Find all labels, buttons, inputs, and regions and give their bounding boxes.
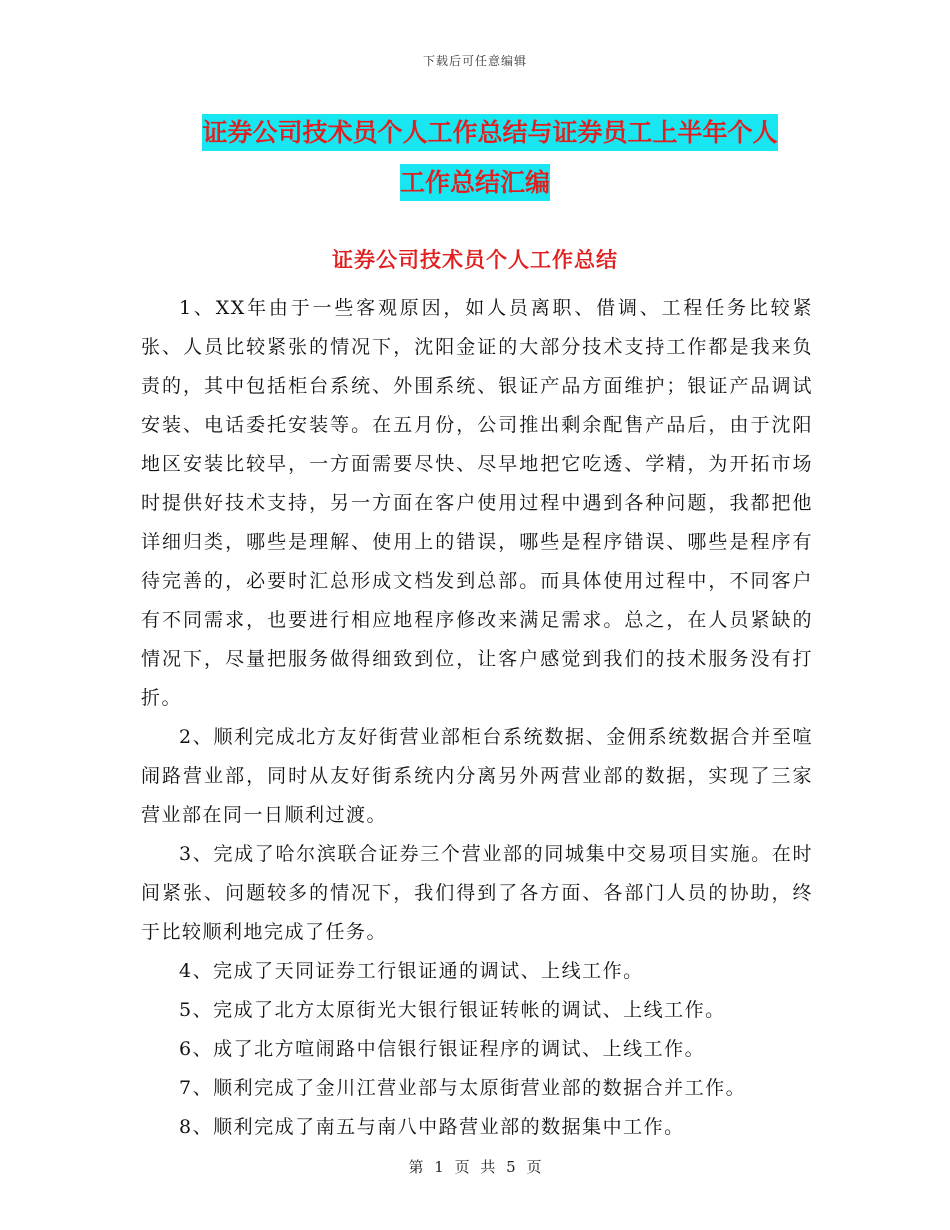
paragraph-3: 3、完成了哈尔滨联合证券三个营业部的同城集中交易项目实施。在时间紧张、问题较多的情况下，我们得到了各方面、各部门人员的协助，终于比较顺利地完成了任务。	[141, 843, 813, 943]
paragraph-4: 4、完成了天同证券工行银证通的调试、上线工作。	[179, 960, 644, 982]
paragraph-8: 8、顺利完成了南五与南八中路营业部的数据集中工作。	[179, 1116, 685, 1138]
section-title: 证券公司技术员个人工作总结	[332, 248, 618, 272]
paragraph-5: 5、完成了北方太原街光大银行银证转帐的调试、上线工作。	[179, 999, 726, 1021]
title-highlight-2: 工作总结汇编	[400, 164, 550, 201]
paragraph-1: 1、XX年由于一些客观原因，如人员离职、借调、工程任务比较紧张、人员比较紧张的情况下，沈阳金证的大部分技术支持工作都是我来负责的，其中包括柜台系统、外围系统、银证产品方面维护；银证产品调试安装、电话委托安装等。在五月份，公司推出剩余配售产品后，由于沈阳地区安装比较早，一方面需要尽快、尽早地把它吃透、学精，为开拓市场时提供好技术支持，另一方面在客户使用过程中遇到各种问题，我都把他详细归类，哪些是理解、使用上的错误，哪些是程序错误、哪些是程序有待完善的，必要时汇总形成文档发到总部。而具体使用过程中，不同客户有不同需求，也要进行相应地程序修改来满足需求。总之，在人员紧缺的情况下，尽量把服务做得细致到位，让客户感觉到我们的技术服务没有打折。	[141, 297, 813, 709]
page-header-note: 下载后可任意编辑	[422, 54, 527, 68]
paragraph-2: 2、顺利完成北方友好街营业部柜台系统数据、金佣系统数据合并至喧闹路营业部，同时从友好街系统内分离另外两营业部的数据，实现了三家营业部在同一日顺利过渡。	[141, 726, 813, 826]
document-title	[0, 108, 950, 208]
page-number-footer: 第 1 页 共 5 页	[408, 1158, 542, 1176]
document-title-line-2	[0, 158, 950, 208]
title-highlight-1: 证券公司技术员个人工作总结与证券员工上半年个人	[202, 114, 777, 151]
document-title-line-1	[0, 108, 950, 158]
paragraph-6: 6、成了北方喧闹路中信银行银证程序的调试、上线工作。	[179, 1038, 706, 1060]
document-body	[141, 289, 813, 1147]
paragraph-7: 7、顺利完成了金川江营业部与太原街营业部的数据合并工作。	[179, 1077, 747, 1099]
